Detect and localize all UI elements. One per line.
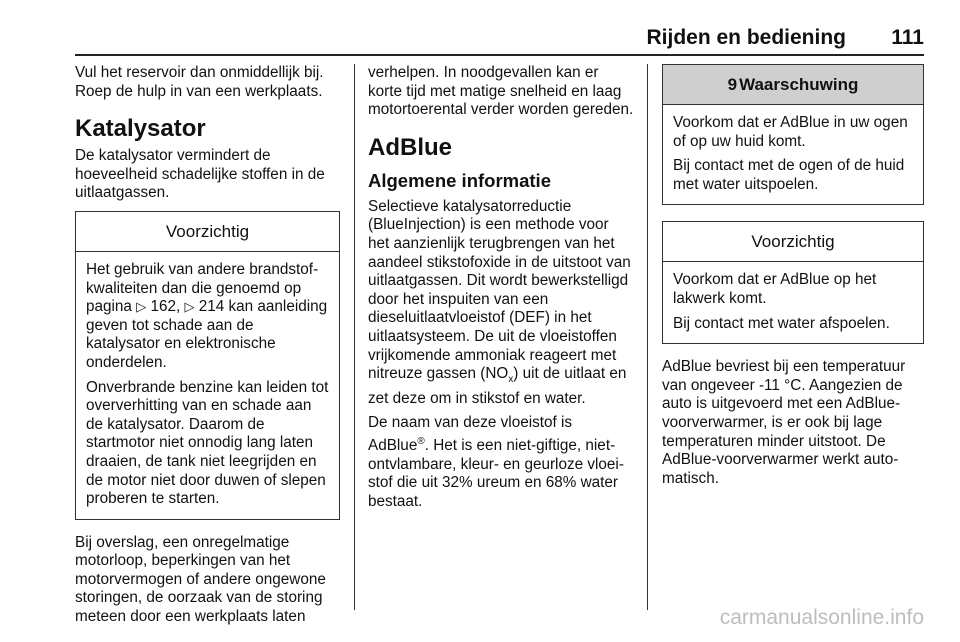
adblue-paragraph [368,414,634,511]
column-middle [368,64,634,517]
caution-paragraph: Voorkom dat er AdBlue op het lakwerk komt. [673,271,877,307]
caution-body [76,252,339,519]
registered-mark: ® [417,435,425,447]
warning-paragraph: Voorkom dat er AdBlue in uw ogen of op uw huid komt. [673,114,908,150]
adblue-paragraph [368,198,634,409]
column-left [75,64,340,633]
warning-header [663,65,923,105]
subscript: x [508,374,514,386]
adblue-text: Selectieve katalysatorreductie (BlueInjection) is een methode voor het aanzienlijk terugbrengen van het aandeel stikstofoxide in de uitstoot van uitlaatgassen. Dit wordt bewerkstelligd door het inspuiten van een dieseluitlaatvloeistof (DEF) in het uitlaatsysteem. De uit de vloeistoffen vrijkomende ammoniak reageert met nitreuze gassen (NO [368,197,631,383]
caution-paragraph [86,261,329,373]
page-ref-icon: ▷ [136,299,147,315]
page-ref-link[interactable]: 162 [150,298,176,316]
katalysator-text: De katalysator vermindert de hoeveelheid schadelijke stoffen in de uitlaatgassen. [75,147,325,202]
section-title: Rijden en bediening [646,26,846,49]
heading-adblue: AdBlue [368,133,452,161]
adblue-text: De naam van deze vloeistof is AdBlue [368,414,573,455]
caution-text: Het gebruik van andere brandstofkwaliteiten dan die genoemd op pagina [86,260,319,316]
continued-text: verhelpen. In noodgevallen kan er korte tijd met matige snelheid en laag motortoerental verder worden gereden. [368,64,634,119]
page-ref-link[interactable]: 214 [198,298,225,316]
caution-box [75,211,340,520]
subheading-algemene-informatie: Algemene informatie [368,169,551,191]
watermark: carmanualsonline.info [719,606,924,629]
adblue-freeze-text: AdBlue bevriest bij een temperatuur van ongeveer -11 °C. Aangezien de auto is uitgevoerd met een AdBlue-voorverwarmer, is er ook bij lage temperaturen minder uitstoot. De AdBlue-voorverwarmer werkt automatisch. [662,358,906,487]
page-header [75,22,924,56]
caution-paragraph: Onverbrande benzine kan leiden tot oververhitting van en schade aan de katalysator. Daarom de startmotor niet onnodig lang laten draaien, de tank niet leegrijden en de motor niet door duwen of slepen proberen te starten. [86,378,329,508]
heading-katalysator: Katalysator [75,115,206,143]
warning-icon: 9 [727,75,738,94]
caution-paragraph: Bij contact met water afspoelen. [673,314,890,332]
caution-text: kan aanleiding geven tot schade aan de katalysator en elektronische onderdelen. [86,298,328,371]
caution-title: Voorzichtig [663,222,923,262]
caution-title: Voorzichtig [76,212,339,252]
adblue-text: ) uit de uitlaat en zet deze om in stikstof en water. [368,365,627,407]
intro-text: Vul het reservoir dan onmiddellijk bij. Roep de hulp in van een werkplaats. [75,64,324,100]
warning-box [662,64,924,205]
after-caution-text: Bij overslag, een onregelmatige motorloop, beperkingen van het motorvermogen of andere ongewone storingen, de oorzaak van de storing meteen door een werkplaats laten [75,533,326,626]
column-right [662,64,924,494]
column-divider [647,64,648,610]
column-divider [354,64,355,610]
ref-separator: , [175,298,185,316]
page-ref-icon: ▷ [184,299,195,315]
caution-box [662,221,924,344]
page-number: 111 [891,26,924,49]
warning-title: Waarschuwing [739,75,859,94]
caution-body [663,262,923,343]
adblue-text: . Het is een niet-giftige, niet-ontvlambare, kleur- en geurloze vloeistof die uit 32% ureum en 68% water bestaat. [368,437,624,510]
warning-body [663,105,923,204]
warning-paragraph: Bij contact met de ogen of de huid met water uitspoelen. [673,157,905,193]
